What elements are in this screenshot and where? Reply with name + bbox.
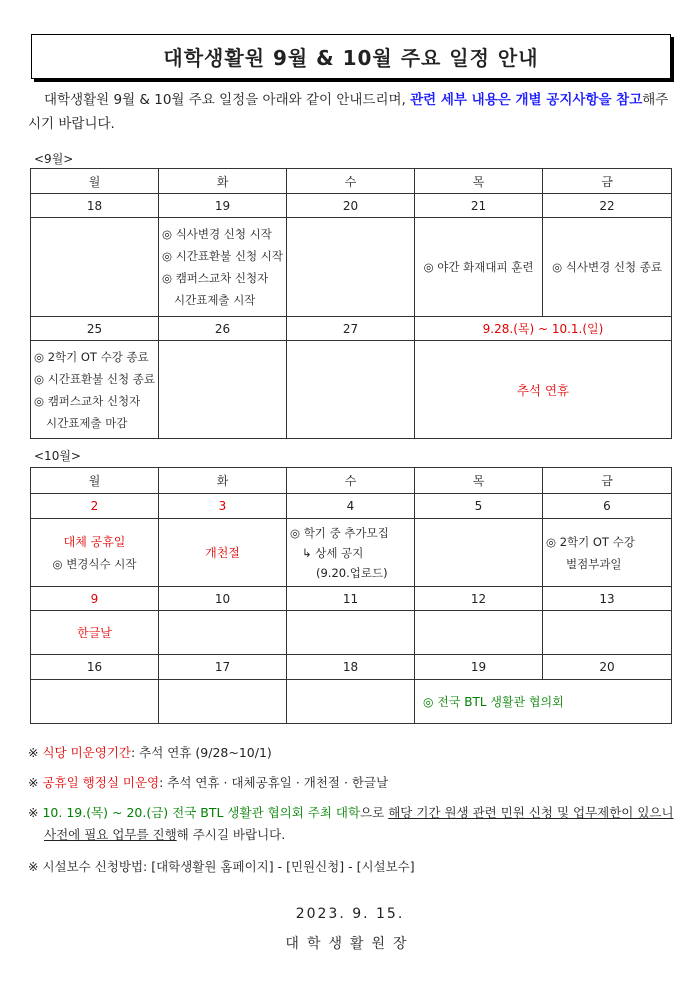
oct-event-row-2: [31, 611, 672, 655]
event-cell-empty: [31, 680, 159, 724]
note-1-red: 식당 미운영기간: [42, 745, 131, 760]
signer: 대학생활원장: [285, 936, 415, 952]
event-cell-mon: [31, 341, 159, 439]
event-cell-fri: [543, 519, 672, 587]
intro-highlight: 관련 세부 내용은 개별 공지사항을 참고: [410, 92, 643, 108]
event-cell-empty: [159, 341, 287, 439]
event-item: ◎ 학기 중 추가모집: [290, 525, 389, 540]
note-mark: ※: [28, 745, 39, 760]
oct-label: <10월>: [34, 449, 81, 463]
date-cell: 20: [287, 194, 415, 218]
event-cell-empty: [543, 611, 672, 655]
event-item: ◎ 야간 화재대피 훈련: [423, 260, 534, 274]
note-3-underline: 해당 기간 원생 관련 민원 신청 및 업무제한이 있으니 사전에 필요 업무를 진행: [44, 805, 674, 842]
date-cell: 12: [415, 587, 543, 611]
oct-calendar: [30, 467, 672, 724]
date-cell: 18: [31, 194, 159, 218]
event-cell-empty: [31, 218, 159, 317]
sept-date-row-1: [31, 194, 672, 218]
btl-conference: ◎ 전국 BTL 생활관 협의회: [415, 680, 672, 724]
sept-date-row-2: [31, 317, 672, 341]
note-4: ※ 시설보수 신청방법: [대학생활원 홈페이지] - [민원신청] - [시설보수]: [28, 859, 415, 874]
intro-text-1: 대학생활원 9월 & 10월 주요 일정을 아래와 같이 안내드리며,: [44, 92, 411, 108]
event-cell-mon: [31, 519, 159, 587]
note-mark: ※: [28, 775, 39, 790]
weekday-mon: 월: [31, 169, 159, 194]
date-cell: 17: [159, 655, 287, 680]
event-cell-empty: [287, 611, 415, 655]
event-item: ◎ 시간표환불 신청 종료: [34, 371, 155, 386]
event-cell-empty: [415, 519, 543, 587]
event-cell-wed: [287, 519, 415, 587]
intro-paragraph: [28, 88, 676, 136]
date-cell: 22: [543, 194, 672, 218]
date-cell: 16: [31, 655, 159, 680]
oct-event-row-1: [31, 519, 672, 587]
event-cell-empty: [287, 680, 415, 724]
weekday-mon: 월: [31, 468, 159, 494]
oct-event-row-3: [31, 680, 672, 724]
oct-date-row-1: [31, 494, 672, 519]
weekday-wed: 수: [287, 169, 415, 194]
event-cell-empty: [287, 341, 415, 439]
event-cell-empty: [415, 611, 543, 655]
sept-weekday-row: [31, 169, 672, 194]
date-cell: 11: [287, 587, 415, 611]
holiday-label: 개천절: [159, 519, 287, 587]
note-3: [28, 802, 678, 846]
event-cell-empty: [159, 611, 287, 655]
sept-event-row-1: [31, 218, 672, 317]
event-item: ◎ 시간표환불 신청 시작: [162, 249, 283, 263]
date-cell: 25: [31, 317, 159, 341]
oct-date-row-2: [31, 587, 672, 611]
event-item: ◎ 식사변경 신청 시작: [162, 227, 272, 241]
weekday-fri: 금: [543, 468, 672, 494]
note-3-text: 으로: [360, 805, 389, 820]
event-cell-tue: [159, 218, 287, 317]
date-cell: 2: [31, 494, 159, 519]
note-mark: ※: [28, 805, 39, 820]
event-cell-empty: [287, 218, 415, 317]
weekday-tue: 화: [159, 468, 287, 494]
note-2-red: 공휴일 행정실 미운영: [42, 775, 160, 790]
date-cell: 19: [159, 194, 287, 218]
event-item: ↳ 상세 공지: [302, 545, 364, 560]
date-cell: 13: [543, 587, 672, 611]
holiday-range: 9.28.(목) ~ 10.1.(일): [415, 317, 672, 341]
date-cell: 5: [415, 494, 543, 519]
date-cell: 9: [31, 587, 159, 611]
note-2-text: : 추석 연휴 · 대체공휴일 · 개천절 · 한글날: [159, 775, 389, 790]
issue-date: 2023. 9. 15.: [295, 906, 405, 922]
date-cell: 10: [159, 587, 287, 611]
event-item: ◎ 식사변경 신청 종료: [552, 260, 662, 274]
weekday-fri: 금: [543, 169, 672, 194]
event-item: ◎ 캠퍼스교차 신청자: [162, 271, 269, 285]
date-cell: 20: [543, 655, 672, 680]
weekday-tue: 화: [159, 169, 287, 194]
sept-calendar: [30, 168, 672, 439]
sept-label: <9월>: [34, 152, 74, 166]
date-cell: 3: [159, 494, 287, 519]
event-item: ◎ 2학기 OT 수강 종료: [34, 349, 149, 364]
intro-text-2: 해주시기 바랍니다.: [28, 92, 669, 132]
note-1-text: : 추석 연휴 (9/28~10/1): [130, 745, 272, 760]
date-cell: 27: [287, 317, 415, 341]
sept-event-row-2: [31, 341, 672, 439]
title-box: [31, 34, 671, 79]
date-cell: 21: [415, 194, 543, 218]
event-item: 벌점부과일: [566, 556, 622, 571]
note-3-end: 해 주시길 바랍니다.: [176, 827, 286, 842]
chuseok-holiday: 추석 연휴: [415, 341, 672, 439]
event-cell-thu: [415, 218, 543, 317]
holiday-label: 한글날: [31, 611, 159, 655]
note-1: [28, 742, 678, 764]
event-item: 시간표제출 마감: [46, 415, 128, 430]
note-2: [28, 772, 678, 794]
weekday-wed: 수: [287, 468, 415, 494]
date-cell: 26: [159, 317, 287, 341]
event-item: 시간표제출 시작: [174, 293, 256, 307]
event-cell-empty: [159, 680, 287, 724]
date-cell: 4: [287, 494, 415, 519]
event-item: (9.20.업로드): [316, 565, 388, 580]
date-cell: 19: [415, 655, 543, 680]
event-cell-fri: [543, 218, 672, 317]
note-3-green: 10. 19.(목) ~ 20.(금) 전국 BTL 생활관 협의회 주최 대학: [42, 805, 361, 820]
oct-date-row-3: [31, 655, 672, 680]
event-item: ◎ 변경식수 시작: [52, 556, 137, 571]
event-item: ◎ 2학기 OT 수강: [546, 534, 635, 549]
weekday-thu: 목: [415, 169, 543, 194]
weekday-thu: 목: [415, 468, 543, 494]
event-item: ◎ 캠퍼스교차 신청자: [34, 393, 141, 408]
page-title: 대학생활원 9월 & 10월 주요 일정 안내: [163, 46, 539, 70]
holiday-label: 대체 공휴일: [63, 534, 126, 549]
date-cell: 6: [543, 494, 672, 519]
date-cell: 18: [287, 655, 415, 680]
oct-weekday-row: [31, 468, 672, 494]
